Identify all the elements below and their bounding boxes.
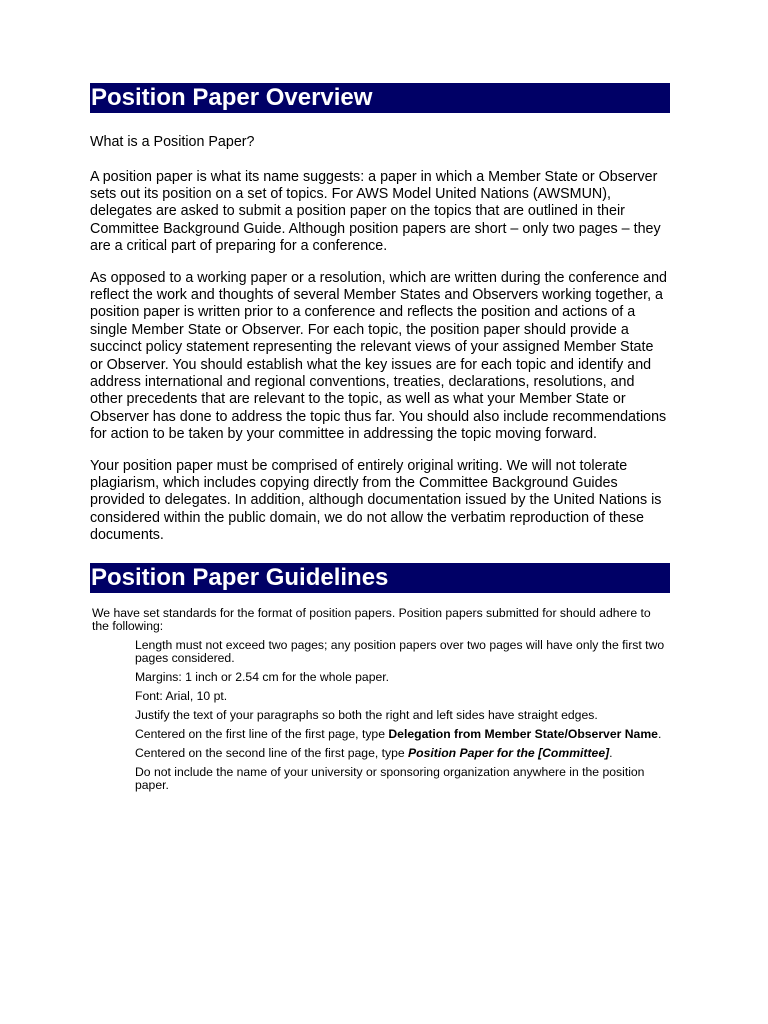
- guideline-second-line: [135, 747, 670, 761]
- guideline-font: Font: Arial, 10 pt.: [135, 689, 228, 704]
- guideline-first-line-prefix: Centered on the first line of the first page, type: [135, 726, 389, 741]
- guideline-justify: Justify the text of your paragraphs so both the right and left sides have straight edges.: [135, 708, 598, 723]
- overview-paragraph-3: Your position paper must be comprised of entirely original writing. We will not tolerate plagiarism, which includes copying directly from the Committee Background Guides provided to delegates. In addition, although documentation issued by the United Nations is considered within the public domain, we do not allow the verbatim reproduction of these documents.: [90, 457, 662, 544]
- guideline-second-line-suffix: .: [609, 745, 613, 760]
- guideline-no-university: Do not include the name of your university or sponsoring organization anywhere in the position paper.: [135, 764, 645, 793]
- guideline-first-line-value: Delegation from Member State/Observer Name: [388, 726, 658, 741]
- guidelines-heading: Position Paper Guidelines: [90, 563, 670, 593]
- guideline-second-line-value: Position Paper for the [Committee]: [408, 745, 610, 760]
- overview-paragraph-2: As opposed to a working paper or a resolution, which are written during the conference and reflect the work and thoughts of several Member States and Observers working together, a position paper is written prior to a conference and reflects the position and actions of a single Member State or Observer. For each topic, the position paper should provide a succinct policy statement representing the relevant views of your assigned Member State or Observer. You should establish what the key issues are for each topic and identify and address international and regional conventions, treaties, declarations, resolutions, and other precedents that are relevant to the topic, as well as what your Member State or Observer has done to address the topic thus far. You should also include recommendations for action to be taken by your committee in addressing the topic moving forward.: [90, 269, 667, 443]
- document-content: [90, 83, 670, 798]
- overview-heading: Position Paper Overview: [90, 83, 670, 113]
- guidelines-intro: We have set standards for the format of position papers. Position papers submitted for should adhere to the following:: [92, 605, 651, 634]
- guidelines-section: [90, 563, 670, 793]
- overview-paragraph-1: A position paper is what its name suggests: a paper in which a Member State or Observer sets out its position on a set of topics. For AWS Model United Nations (AWSMUN), delegates are asked to submit a position paper on the topics that are outlined in their Committee Background Guide. Although position papers are short – only two pages – they are a critical part of preparing for a conference.: [90, 168, 661, 255]
- guideline-second-line-prefix: Centered on the second line of the first page, type: [135, 745, 409, 760]
- guidelines-list: [90, 639, 670, 793]
- guideline-first-line: [135, 728, 670, 742]
- guideline-margins: Margins: 1 inch or 2.54 cm for the whole paper.: [135, 670, 390, 685]
- guideline-length: Length must not exceed two pages; any position papers over two pages will have only the first two pages considered.: [135, 637, 665, 666]
- overview-question: What is a Position Paper?: [90, 134, 255, 150]
- guideline-first-line-suffix: .: [657, 726, 662, 741]
